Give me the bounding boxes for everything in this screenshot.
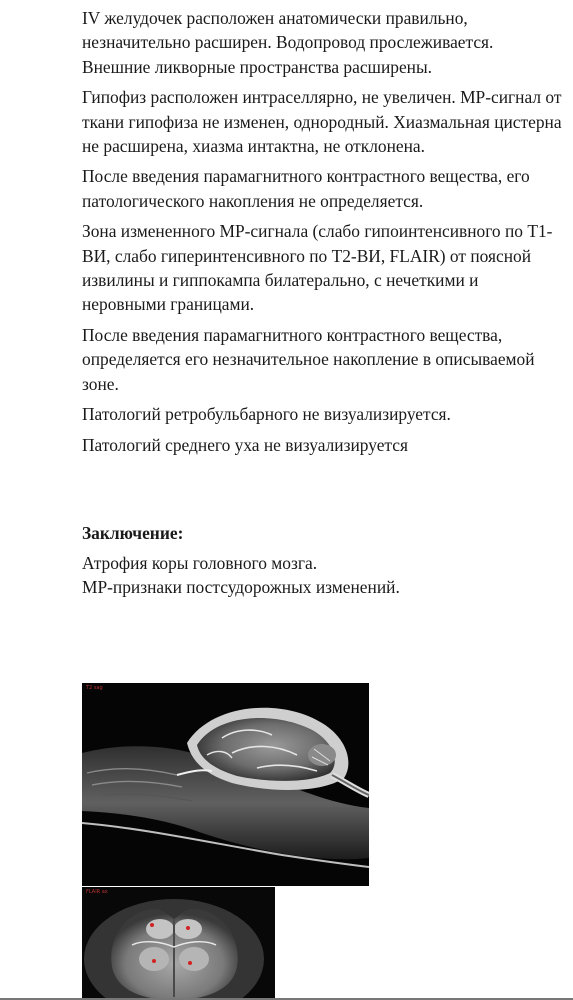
- conclusion-line: МР-признаки постсудорожных изменений.: [82, 576, 400, 597]
- report-body: [82, 6, 562, 599]
- report-paragraph: Гипофиз расположен интраселлярно, не увеличен. МР-сигнал от ткани гипофиза не изменен, однородный. Хиазмальная цистерна не расширена, хиазма интактна, не отклонена.: [82, 87, 562, 157]
- report-paragraph: IV желудочек расположен анатомически правильно, незначительно расширен. Водопровод прослеживается. Внешние ликворные пространства расширены.: [82, 8, 494, 77]
- mri-sagittal-image: [82, 683, 369, 886]
- mri-axial-image: [82, 887, 275, 1000]
- mri-axial-drawing: [82, 887, 275, 1000]
- report-paragraph: После введения парамагнитного контрастного вещества, определяется его незначительное накопление в описываемой зоне.: [82, 324, 535, 394]
- lesion-marker: [150, 923, 154, 927]
- lesion-marker: [152, 959, 156, 963]
- report-paragraph: Патологий ретробульбарного не визуализируется.: [82, 404, 451, 425]
- conclusion-line: Атрофия коры головного мозга.: [82, 552, 318, 573]
- mri-axial-label: FLAIR ax: [86, 889, 108, 895]
- report-paragraph: Патологий среднего уха не визуализируется: [82, 434, 408, 455]
- lesion-marker: [186, 926, 190, 930]
- mri-sagittal-drawing: [82, 683, 369, 886]
- mri-sagittal-label: T2 sag: [86, 685, 103, 691]
- report-paragraph: Зона измененного МР-сигнала (слабо гипоинтенсивного по Т1-ВИ, слабо гиперинтенсивного по Т2-ВИ, FLAIR) от поясной извилины и гиппокампа билатерально, с нечеткими и неровными границами.: [82, 221, 553, 315]
- report-paragraph: После введения парамагнитного контрастного вещества, его патологического накопления не определяется.: [82, 166, 530, 211]
- conclusion-heading: Заключение:: [82, 522, 184, 543]
- lesion-marker: [188, 961, 192, 965]
